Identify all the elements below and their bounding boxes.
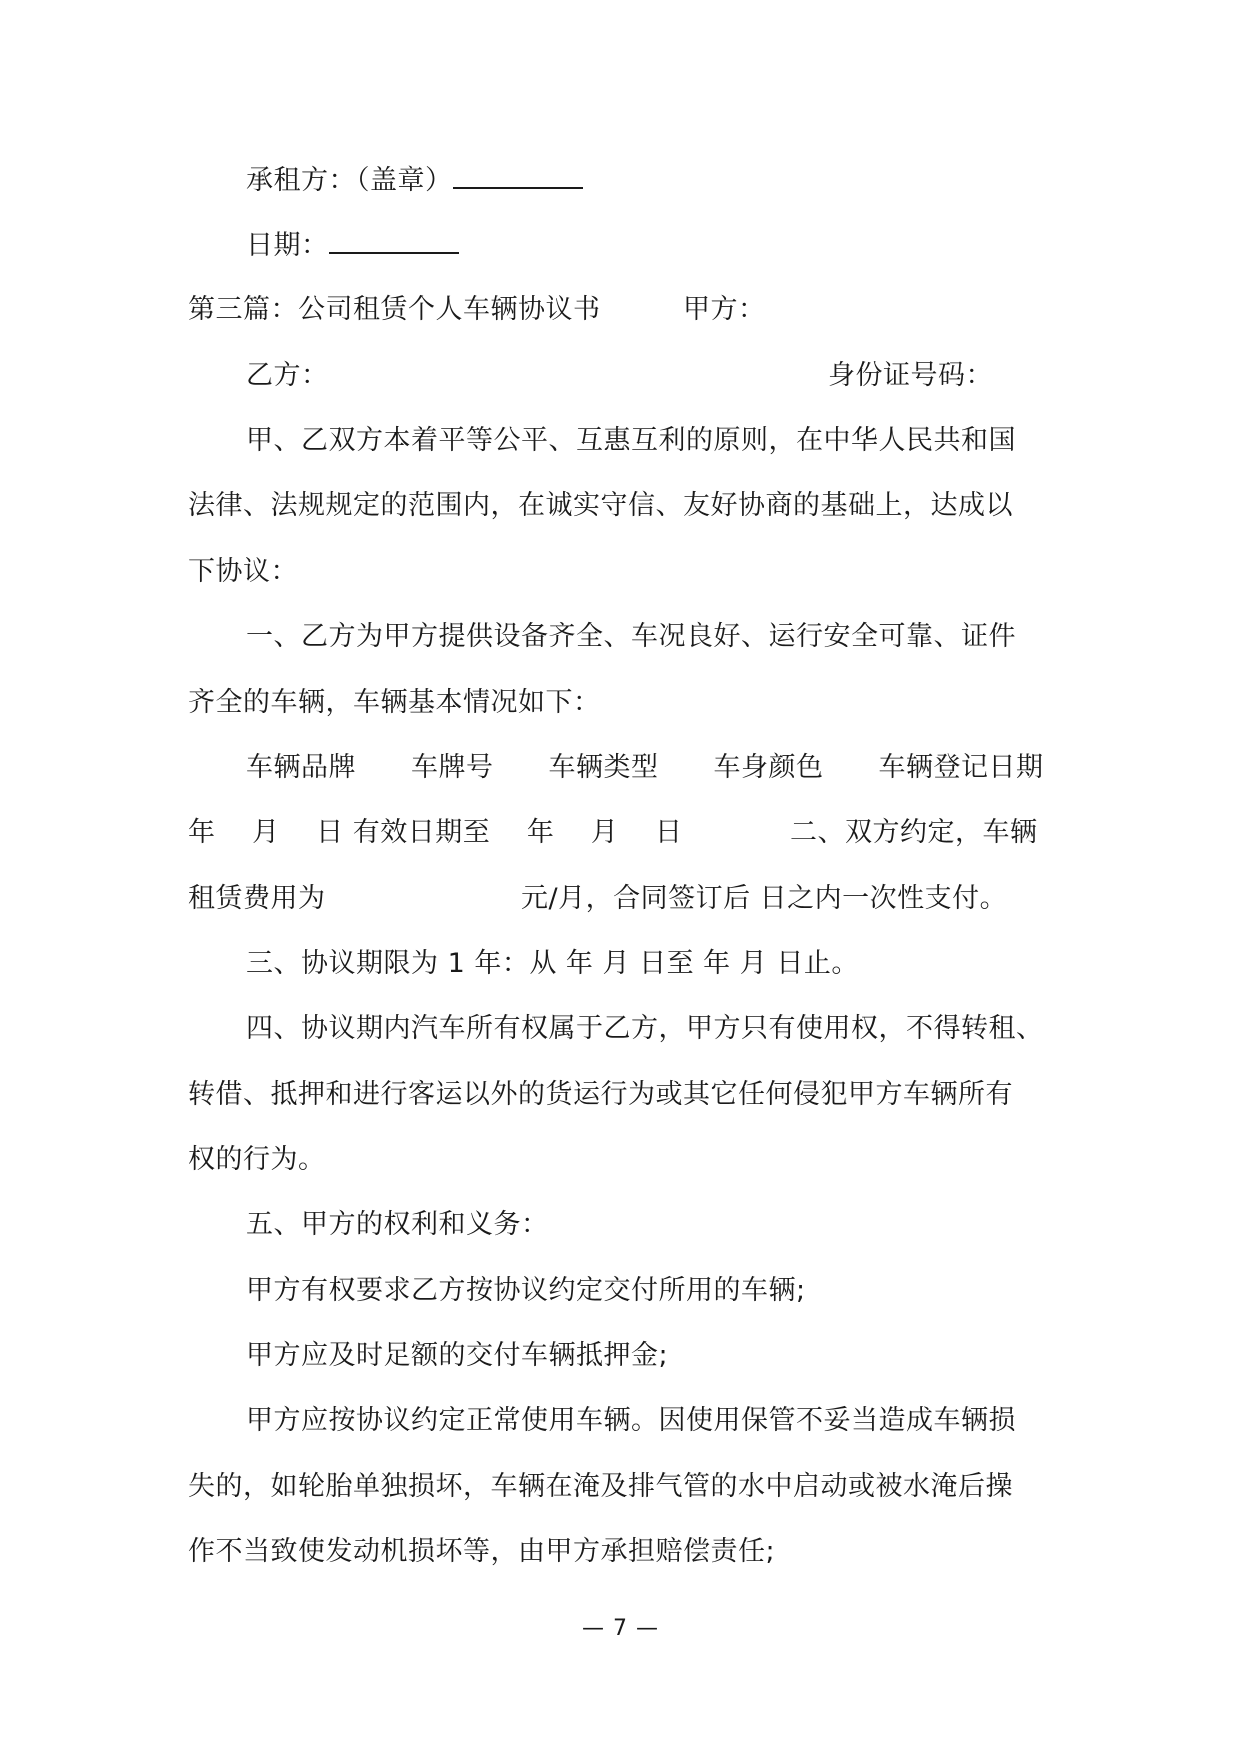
clause-1-line: 齐全的车辆，车辆基本情况如下： — [188, 687, 601, 718]
lessee-seal-line — [246, 163, 583, 198]
clause-5-item: 作不当致使发动机损坏等，由甲方承担赔偿责任; — [188, 1536, 776, 1567]
clause-2-line: 二、双方约定，车辆 — [790, 817, 1038, 848]
vehicle-dates-line: 年 月 日 有效日期至 年 月 日 — [188, 817, 683, 848]
clause-5-item: 失的，如轮胎单独损坏，车辆在淹及排气管的水中启动或被水淹后操 — [188, 1471, 1013, 1502]
party-b-label: 乙方： — [246, 360, 329, 391]
clause-5-item: 甲方有权要求乙方按协议约定交付所用的车辆; — [246, 1275, 806, 1306]
clause-4-line: 权的行为。 — [188, 1144, 326, 1175]
clause-4-line: 四、协议期内汽车所有权属于乙方，甲方只有使用权，不得转租、 — [246, 1013, 1044, 1044]
date-blank — [329, 228, 459, 254]
clause-3-line: 三、协议期限为 1 年：从 年 月 日至 年 月 日止。 — [246, 948, 859, 979]
section-title: 第三篇：公司租赁个人车辆协议书 — [188, 294, 601, 325]
id-number-label: 身份证号码： — [828, 360, 993, 391]
clause-4-line: 转借、抵押和进行客运以外的货运行为或其它任何侵犯甲方车辆所有 — [188, 1079, 1013, 1110]
paragraph-line: 甲、乙双方本着平等公平、互惠互利的原则，在中华人民共和国 — [246, 425, 1016, 456]
clause-5-heading: 五、甲方的权利和义务： — [246, 1209, 549, 1240]
clause-5-item: 甲方应按协议约定正常使用车辆。因使用保管不妥当造成车辆损 — [246, 1405, 1016, 1436]
paragraph-line: 下协议： — [188, 556, 298, 587]
vehicle-info-headers: 车辆品牌 车牌号 车辆类型 车身颜色 车辆登记日期 — [246, 752, 1044, 783]
party-a-label: 甲方： — [683, 294, 766, 325]
date-label: 日期： — [246, 230, 329, 261]
lessee-seal-blank — [453, 163, 583, 189]
date-line — [246, 228, 459, 263]
clause-5-item: 甲方应及时足额的交付车辆抵押金; — [246, 1340, 669, 1371]
paragraph-line: 法律、法规规定的范围内，在诚实守信、友好协商的基础上，达成以 — [188, 490, 1013, 521]
rental-fee-line: 元/月，合同签订后 日之内一次性支付。 — [521, 883, 1008, 914]
clause-1-line: 一、乙方为甲方提供设备齐全、车况良好、运行安全可靠、证件 — [246, 621, 1016, 652]
rental-fee-label: 租赁费用为 — [188, 883, 326, 914]
page-number: — 7 — — [582, 1616, 659, 1641]
lessee-seal-label: 承租方：（盖章） — [246, 165, 453, 196]
